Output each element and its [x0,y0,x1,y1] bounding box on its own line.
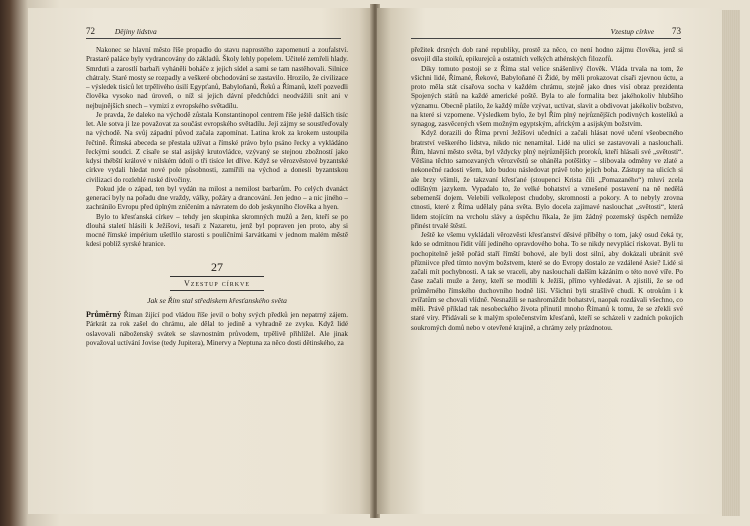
paragraph: Když dorazili do Říma první Ježíšovi učedníci a začali hlásat nové učení všeobecného bratrství veškerého lidstva, nikdo nic nenamítal. Lidé na ulici se zastavovali a naslouchali. Řím, hlavní město světa, byl vždycky plný nejrůznějších proroků, kteří hlásali své „světosti“. Většina těchto samozvaných věrozvěstů se oháněla potěšitky – slibovala odměny ve zlaté a nekonečné radosti všem, kdo budou následovat právě toho jejich boha. Zástupy na ulicích si ale brzy všimli, že takzvaní křesťané (stoupenci Krista čili „Pomazaného“) mluví zcela odlišným jazykem. Vypadalo to, že velké bohatství a vznešené postavení na ně nedělá sebemenší dojem. Velebili velkolepost chudoby, skromnosti a pokory. A to nebyly zrovna ctnosti, které z Říma udělaly pána světa. Bylo docela zajímavé naslouchat „světosti“, která lidem stojícím na vrcholu slávy a úspěchu říkala, že jim žádný pozemský úspěch nemůže přinést trvalé štěstí. [411,129,683,230]
opening-paragraph-text: Říman žijící pod vládou říše jevil o bohy svých předků jen nepatrný zájem. Párkrát za rok zašel do chrámu, ale dělal to jedině a vyhradně ze zvyku. Když lidé oslavovali náboženský svátek se slavnostním průvodem, trpělivě přihlížel. Ale jinak považoval uctívání Jovise (tedy Jupitera), Minervy a Neptuna za něco dosti dětinského, za [86,311,348,347]
right-page-text [411,46,683,333]
paragraph: Díky tomuto postoji se z Říma stal velice snášenlivý člověk. Vláda trvala na tom, že všichni lidé, Římané, Řekové, Babyloňané či Židé, by měli prokazovat císaři zjevnou úctu, a proto měla stát císařova socha v každém chrámu, stejně jako dnes visí obraz prezidenta Spojených států na každé americké poště. Byla to ale formalita bez jakéhokoliv hlubšího významu. Obecně platilo, že každý může vzývat, uctívat, slavit a obdivovat jakékoliv božstvo, na které si vzpomene. Výsledkem bylo, že byl Řím plný nejrůznějších podivných kostelíků a synagog, zasvěcených všem možným egyptským, africkým a asijským božstvím. [411,64,683,128]
chapter-title: Vzestup církve [170,276,264,291]
left-running-head [86,26,341,39]
left-running-title: Dějiny lidstva [114,27,157,36]
chapter-heading [86,260,348,306]
paragraph: Nakonec se hlavní město říše propadlo do stavu naprostého zapomenutí a zoufalství. Prastaré paláce byly vydrancovány do základů. Školy lehly popelem. Učitelé zemřeli hlady. Smrduti a zarostlí barbaři vyháněli boháče z jejich sídel a sami se tam nastěhovali. Silnice chátraly. Staré mosty se rozpadly a veškeré obchodování se zastavilo. Hrozilo, že civilizace – výsledek tisíců let trpělivého úsilí Egypťanů, Babyloňanů, Řeků a Římanů, kteří pozvedli člověka vysoko nad úroveň, o níž si jejich dávní předchůdci neodvážili snít ani v nejbujnějších snech – vymizí z evropského světadílu. [86,46,348,110]
opening-word: Průměrný [86,310,122,319]
left-page-text [86,46,348,348]
right-page-number: 73 [672,26,681,36]
left-page-number: 72 [86,26,95,36]
chapter-subtitle: Jak se Řím stal střediskem křesťanského světa [147,295,287,305]
paragraph: Je pravda, že daleko na východě zůstala Konstantinopol centrem říše ještě dalších tisíc let. Ale sotva ji lze považovat za součást evropského světadílu. Její zájmy se soustřeďovaly na východě. Na svůj západní původ začala zapomínat. Latina krok za krokem ustoupila řečtině. Římská abeceda se přestala užívat a římské právo bylo psáno řecky a vykládáno řeckými soudci. Z císaře se stal asijský krutovládce, vzývaný se stejnou zbožností jako kdysi thébští králové v nilském údolí o tři tisíce let dříve. Když se věrozvěstové byzantské církve vydali hledat nové pole působnosti, zamířili na východ a donesli byzantskou civilizaci do rozlehlé ruské divočiny. [86,110,348,184]
paragraph: Bylo to křesťanská církev – tehdy jen skupinka skromných mužů a žen, kteří se po dlouhá staletí hlásili k Ježíšovi, tesaři z Nazaretu, jenž byl popraven jen proto, aby si mocné římské impérium ušetřilo starosti s pouličními šarvátkami v jednom malém městě kdesi poblíž syrské hranice. [86,212,348,249]
chapter-opening-paragraph [86,310,348,348]
right-running-head [411,26,681,39]
right-running-title: Vzestup církve [610,27,655,36]
chapter-number: 27 [211,259,223,274]
left-page [28,8,373,514]
page-edges [722,10,740,516]
paragraph: Ještě ke všemu vykládali věrozvěsti křesťanství děsivé příběhy o tom, jaký osud čeká ty, kdo se odmítnou řídit vůlí jediného opravdového boha. To se nikdy nevyplácí riskovat. Byli tu pochopitelně ještě pořád staří římští bohové, ale byli dost silní, aby dokázali ubránit své přízniivce před tímto novým božstvem, které se do Evropy dostalo ze vzdálené Asie? Lidé si začali mít pochybnosti. A tak se vraceli, aby naslouchali dalším kázáním o této nové víře. Po čase začali muže a ženy, kteří se modlili k Ježíši, přímo vyhledávat. A zjistili, že se od průměrného římského duchovního hodně liší. Všichni byli strašlivě chudí. K otrokům i k zvířatům se chovali vlídně. Nesnažili se nashromáždit bohatství, naopak rozdávali všechno, co měli. Právě příklad tak nesobeckého života přinutil mnoho Římanů k tomu, že se zřekli své staré víry. Přidávali se k malým společenstvím křesťanů, kteří se scházeli v zadních pokojích soukromých domů nebo v otevřené krajině, a chrámy zely prázdnotou. [411,231,683,332]
paragraph: přežitek drsných dob rané republiky, prostě za něco, co není hodno zájmu člověka, jenž si osvojil díla stoiků, epikurejců a ostatních velkých athénských filozofů. [411,46,683,64]
right-page [377,8,722,514]
paragraph: Pokud jde o západ, ten byl vydán na milost a nemilost barbarům. Po celých dvanáct generací byly na pořadu dne vraždy, války, požáry a drancování. Jen jedno – a nic jiného – zachránilo Evropu před úplným zničením a návratem do dob jeskynního člověka a hyen. [86,184,348,212]
